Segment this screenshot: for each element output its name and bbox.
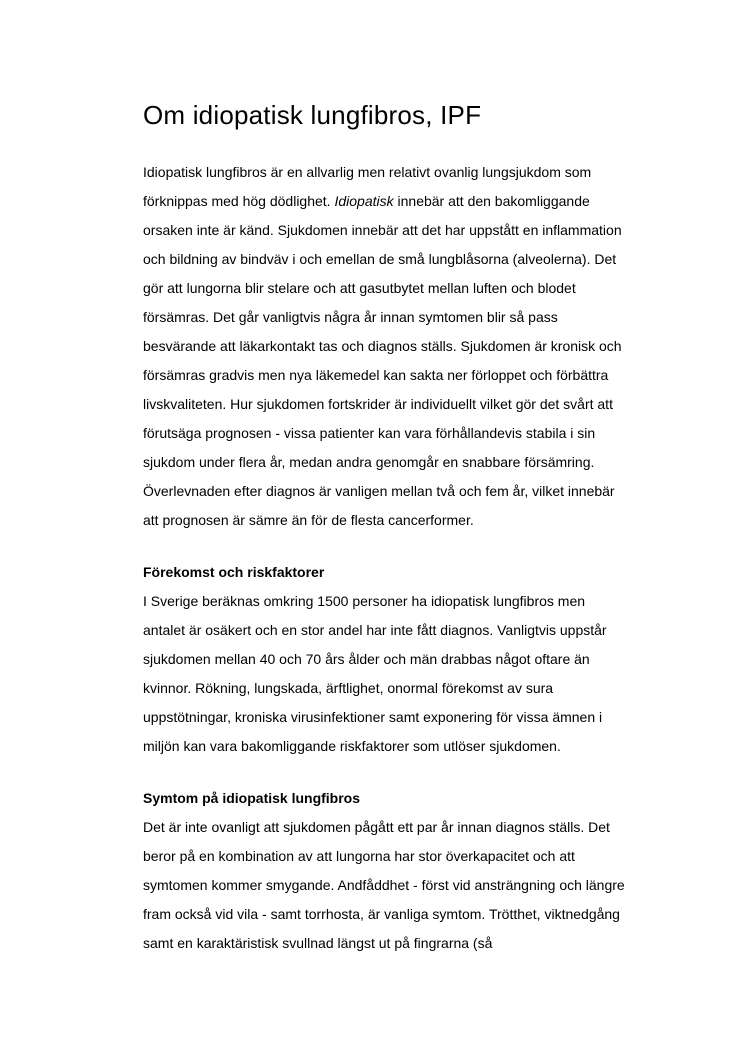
intro-paragraph bbox=[143, 158, 630, 535]
intro-italic-word: Idiopatisk bbox=[334, 193, 394, 209]
section-heading-forekomst: Förekomst och riskfaktorer bbox=[143, 564, 325, 580]
intro-text-after-italic: innebär att den bakomliggande orsaken inte är känd. Sjukdomen innebär att det har uppstått en inflammation och bildning av bindväv i och emellan de små lungblåsorna (alveolerna). Det gör att lungorna blir stelare och att gasutbytet mellan luften och blodet försämras. Det går vanligtvis några år innan symtomen blir så pass besvärande att läkarkontakt tas och diagnos ställs. Sjukdomen är kronisk och försämras gradvis men nya läkemedel kan sakta ner förloppet och förbättra livskvaliteten. Hur sjukdomen fortskrider är individuellt vilket gör det svårt att förutsäga prognosen - vissa patienter kan vara förhållandevis stabila i sin sjukdom under flera år, medan andra genomgår en snabbare försämring. Överlevnaden efter diagnos är vanligen mellan två och fem år, vilket innebär att prognosen är sämre än för de flesta cancerformer. bbox=[143, 193, 622, 528]
section-heading-symtom: Symtom på idiopatisk lungfibros bbox=[143, 790, 361, 806]
section-body-forekomst: I Sverige beräknas omkring 1500 personer ha idiopatisk lungfibros men antalet är osäkert och en stor andel har inte fått diagnos. Vanligtvis uppstår sjukdomen mellan 40 och 70 års ålder och män drabbas något oftare än kvinnor. Rökning, lungskada, ärftlighet, onormal förekomst av sura uppstötningar, kroniska virusinfektioner samt exponering för vissa ämnen i miljön kan vara bakomliggande riskfaktorer som utlöser sjukdomen. bbox=[143, 593, 607, 754]
intro-text-before-italic: Idiopatisk lungfibros är en allvarlig men relativt ovanlig lungsjukdom som förknippas med hög dödlighet. bbox=[143, 164, 592, 209]
section-body-symtom: Det är inte ovanligt att sjukdomen pågått ett par år innan diagnos ställs. Det beror på en kombination av att lungorna har stor överkapacitet och att symtomen kommer smygande. Andfåddhet - först vid ansträngning och längre fram också vid vila - samt torrhosta, är vanliga symtom. Trötthet, viktnedgång samt en karaktäristisk svullnad längst ut på fingrarna (så bbox=[143, 819, 625, 951]
document-title: Om idiopatisk lungfibros, IPF bbox=[143, 100, 482, 130]
section-forekomst-och-riskfaktorer bbox=[143, 558, 630, 761]
section-symtom bbox=[143, 784, 630, 958]
